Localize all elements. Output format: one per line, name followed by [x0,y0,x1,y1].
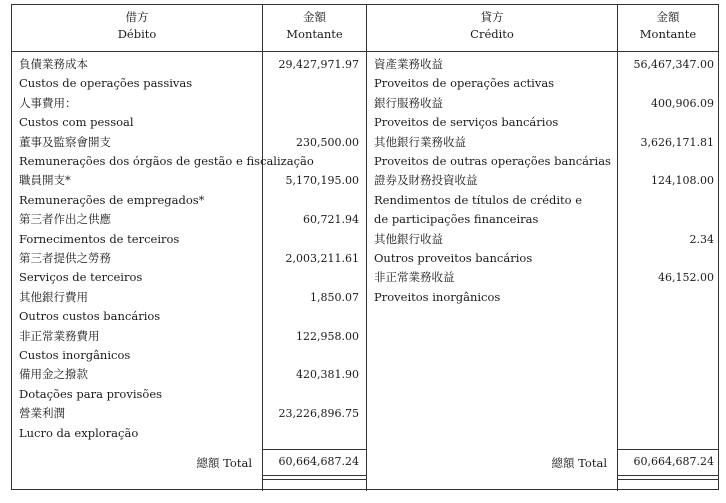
row-label: Serviços de terceiros [19,270,143,285]
row-amount: 124,108.00 [651,174,714,188]
row-amount: 29,427,971.97 [278,58,359,71]
statement-row [12,230,718,249]
statement-row [12,346,718,365]
credit-header-pt: Crédito [470,27,514,41]
row-amount: 23,226,896.75 [278,407,359,421]
statement-row [12,113,718,132]
double-rule [262,479,366,480]
row-label: 第三者提供之勞務 [19,251,111,265]
statement-row [12,133,718,152]
credit-total-amount: 60,664,687.24 [633,455,714,468]
debit-total-amount: 60,664,687.24 [278,455,359,468]
row-label: Outros custos bancários [19,309,161,324]
amount-header-pt: Montante [639,27,697,41]
row-label: 備用金之撥款 [19,367,88,382]
row-amount: 46,152.00 [658,271,714,285]
statement-row [12,191,718,210]
row-label: 資產業務收益 [374,57,443,71]
statement-row [12,268,718,287]
statement-row [12,171,718,190]
row-amount: 2,003,211.61 [285,252,359,265]
row-amount: 60,721.94 [303,213,359,227]
statement-row [12,404,718,423]
row-label: Custos inorgânicos [19,348,131,362]
row-label: 負債業務成本 [19,57,88,71]
total-rule [262,449,366,450]
row-amount: 56,467,347.00 [633,58,714,71]
row-label: 證券及財務投資收益 [374,173,478,188]
row-amount: 230,500.00 [296,135,359,149]
row-amount: 2.34 [689,232,714,246]
row-label: Proveitos de serviços bancários [374,115,559,130]
amount-header-zh: 金額 [303,10,326,24]
credit-header [367,9,617,43]
row-label: 第三者作出之供應 [19,212,111,227]
row-amount: 3,626,171.81 [640,135,714,149]
row-amount: 1,850.07 [310,290,359,304]
row-label: 營業利潤 [19,406,65,421]
row-amount: 400,906.09 [651,96,714,110]
row-label: Dotações para provisões [19,386,163,401]
income-statement-table [11,4,719,490]
statement-row [12,210,718,229]
double-rule [617,475,718,476]
row-label: Rendimentos de títulos de crédito e [374,192,583,207]
statement-row [12,365,718,384]
row-label: 其他銀行業務收益 [374,134,466,149]
row-label: 非正常業務費用 [19,328,100,343]
statement-row [12,327,718,346]
double-rule [262,475,366,476]
row-label: Proveitos de outras operações bancárias [374,154,611,168]
statement-row [12,74,718,93]
row-label: 其他銀行費用 [19,289,88,304]
statement-row [12,288,718,307]
row-amount: 420,381.90 [296,368,359,382]
statement-row [12,424,718,443]
statement-row [12,385,718,404]
row-amount: 122,958.00 [296,329,359,343]
debit-header [12,9,262,43]
row-label: 職員開支* [19,173,71,188]
amount-header-zh: 金額 [656,10,680,24]
debit-amount-header [263,9,366,43]
row-amount: 5,170,195.00 [285,174,359,188]
row-label: 非正常業務收益 [374,270,455,285]
row-label: Remunerações de empregados* [19,192,205,207]
total-rule [617,449,718,450]
row-label: 董事及監察會開支 [19,134,111,149]
row-label: Custos de operações passivas [19,76,193,91]
debit-header-pt: Débito [117,27,157,41]
row-label: Proveitos de operações activas [374,76,555,91]
amount-header-pt: Montante [286,27,343,41]
row-label: de participações financeiras [374,212,539,227]
statement-row [12,249,718,268]
row-label: Lucro da exploração [19,425,139,440]
statement-row [12,94,718,113]
row-label: 人事費用： [19,95,77,110]
double-rule [617,479,718,480]
row-label: Fornecimentos de terceiros [19,231,180,246]
statement-row [12,55,718,74]
row-label: 銀行服務收益 [374,95,443,110]
header-rule [12,51,718,52]
credit-amount-header [618,9,718,43]
row-label: Custos com pessoal [19,115,134,130]
row-label: Remunerações dos órgãos de gestão e fiscalização [19,154,314,168]
row-label: Proveitos inorgânicos [374,289,501,304]
debit-total-label: 總額 Total [196,456,252,470]
debit-header-zh: 借方 [125,10,149,24]
statement-row [12,307,718,326]
credit-header-zh: 貸方 [480,10,504,24]
credit-total-label: 總額 Total [551,456,607,470]
row-label: Outros proveitos bancários [374,251,533,265]
statement-row [12,152,718,171]
row-label: 其他銀行收益 [374,231,443,246]
